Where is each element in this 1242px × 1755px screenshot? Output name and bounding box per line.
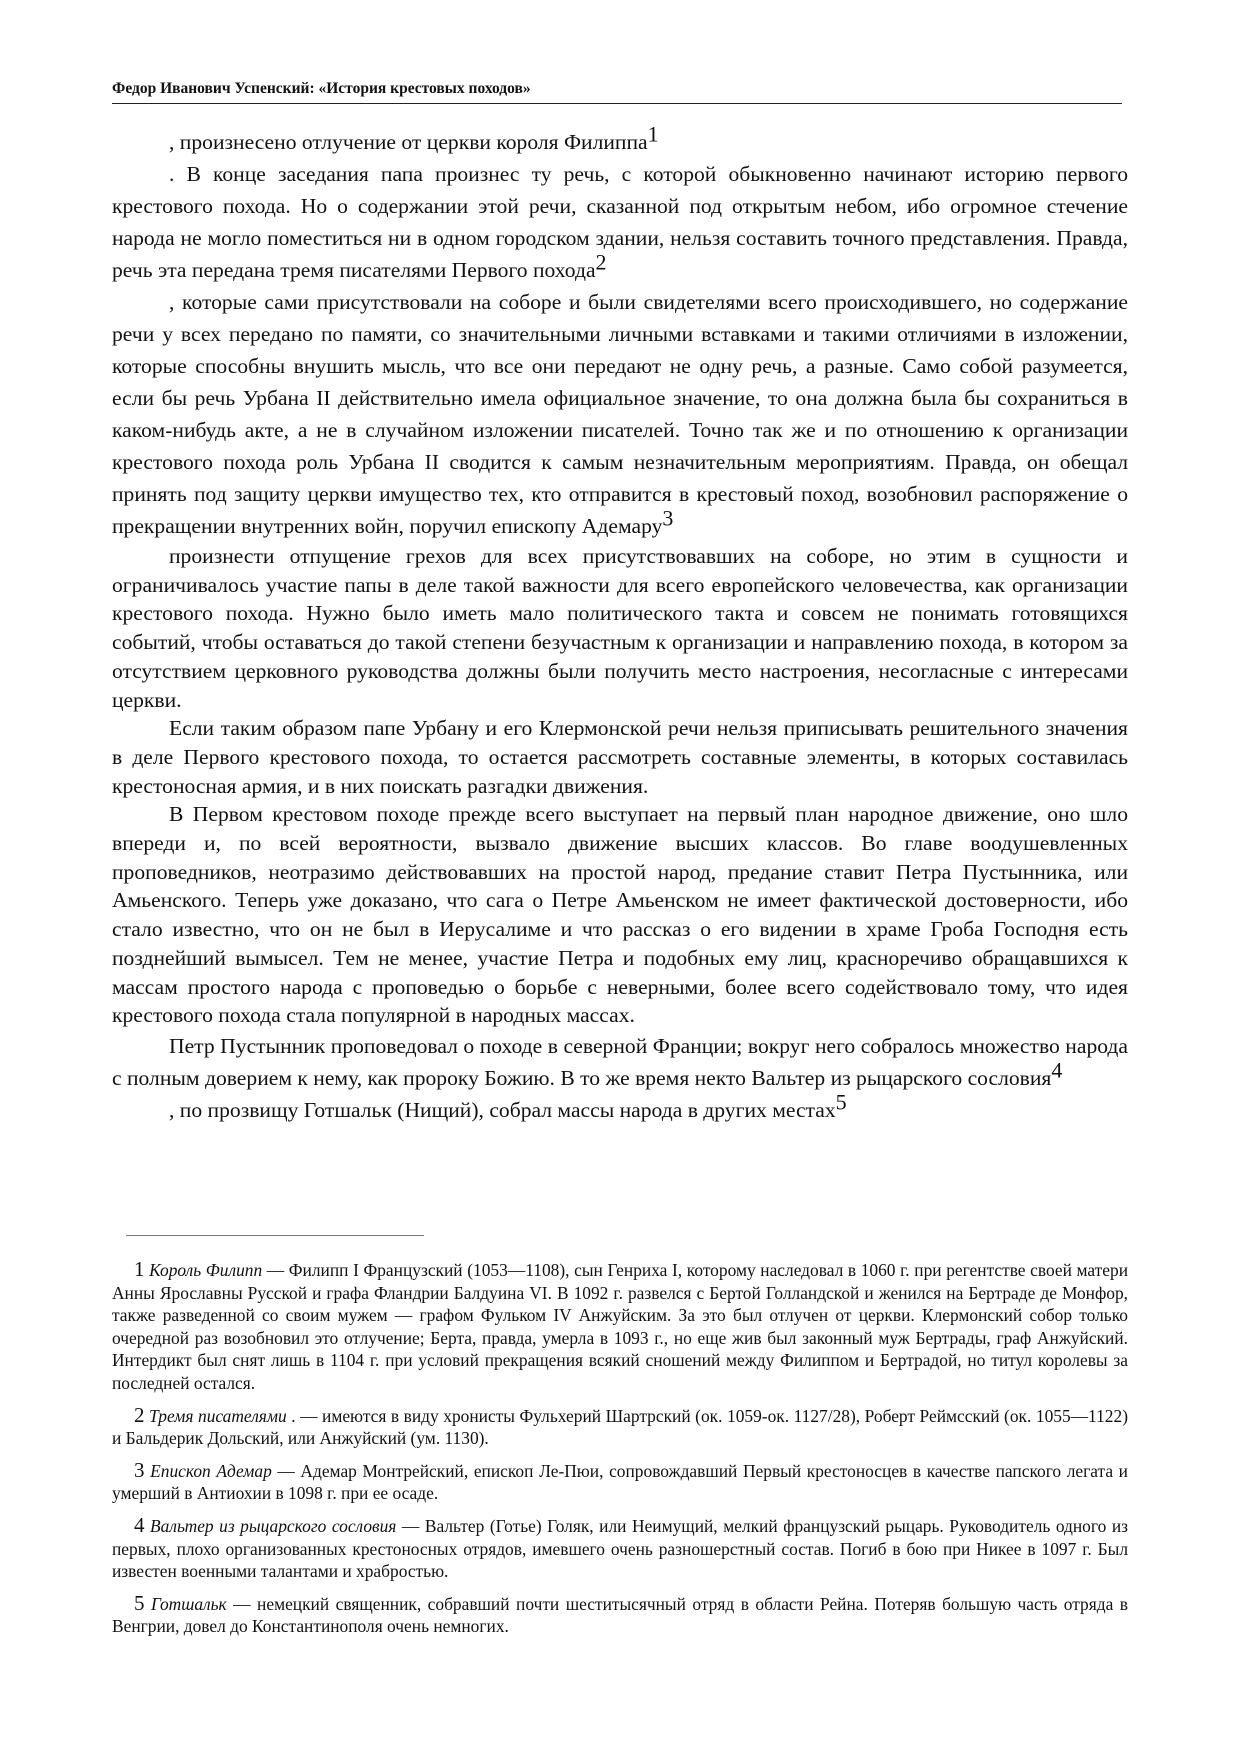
footnote — [112, 1592, 1128, 1638]
footnote-term: Вальтер из рыцарского сословия — [150, 1515, 397, 1536]
paragraph-text: , по прозвищу Готшальк (Нищий), собрал массы народа в других местах — [169, 1097, 836, 1122]
paragraph — [112, 1030, 1128, 1094]
footnote-number: 3 — [134, 1457, 145, 1482]
footnote-term: Епископ Адемар — [150, 1460, 272, 1481]
footnote-separator — [126, 1235, 424, 1236]
footnote-ref[interactable]: 5 — [835, 1089, 847, 1115]
footnote-term: Тремя писателями — [149, 1405, 287, 1426]
footnote — [112, 1514, 1128, 1583]
paragraph — [112, 286, 1128, 542]
paragraph — [112, 800, 1128, 1030]
footnotes — [112, 1258, 1128, 1647]
paragraph-text: Петр Пустынник проповедовал о походе в северной Франции; вокруг него собралось множество народа с полным доверием к нему, как пророку Божию. В то же время некто Вальтер из рыцарского сословия — [112, 1033, 1128, 1090]
paragraph — [112, 121, 1128, 158]
running-header: Федор Иванович Успенский: «История крестовых походов» — [112, 79, 1122, 104]
paragraph-text: . В конце заседания папа произнес ту речь, с которой обыкновенно начинают историю первого крестового похода. Но о содержании этой речи, сказанной под открытым небом, ибо огромное стечение народа не могло поместиться ни в одном городском здании, нельзя составить точного представления. Правда, речь эта передана тремя писателями Первого похода — [112, 162, 1128, 282]
footnote-number: 4 — [134, 1512, 145, 1537]
paragraph-text: В Первом крестовом походе прежде всего выступает на первый план народное движение, оно шло впереди и, по всей вероятности, вызвало движение высших классов. Во главе воодушевленных проповедников, неотразимо действовавших на простой народ, предание ставит Петра Пустынника, или Амьенского. Теперь уже доказано, что сага о Петре Амьенском не имеет фактической достоверности, ибо стало известно, что он не был в Иерусалиме и что рассказ о его видении в храме Гроба Господня есть позднейший вымысел. Тем не менее, участие Петра и подобных ему лиц, красноречиво обращавшихся к массам простого народа с проповедью о борьбе с неверными, более всего содействовало тому, что идея крестового похода стала популярной в народных массах. — [112, 802, 1128, 1028]
footnote-number: 5 — [134, 1590, 145, 1615]
footnote — [112, 1404, 1128, 1450]
paragraph-text: , которые сами присутствовали на соборе и были свидетелями всего происходившего, но содержание речи у всех передано по памяти, со значительными личными вставками и такими отличиями в изложении, которые способны внушить мысль, что все они передают не одну речь, а разные. Само собой разумеется, если бы речь Урбана II действительно имела официальное значение, то она должна была бы сохраниться в каком-нибудь акте, а не в случайном изложении писателей. Точно так же и по отношению к организации крестового похода роль Урбана II сводится к самым незначительным мероприятиям. Правда, он обещал принять под защиту церкви имущество тех, кто отправится в крестовый поход, возобновил распоряжение о прекращении внутренних войн, поручил епископу Адемару — [112, 290, 1128, 538]
footnote-text: — Адемар Монтрейский, епископ Ле-Пюи, сопровождавший Первый крестоносцев в качестве папского легата и умерший в Антиохии в 1098 г. при ее осаде. — [112, 1460, 1128, 1504]
main-text — [112, 121, 1128, 1126]
footnote — [112, 1258, 1128, 1395]
paragraph-text: произнести отпущение грехов для всех присутствовавших на соборе, но этим в сущности и ограничивалось участие папы в деле такой важности для всего европейского человечества, как организации крестового похода. Нужно было иметь мало политического такта и совсем не понимать готовящихся событий, чтобы оставаться до такой степени безучастным к организации и направлению похода, в котором за отсутствием церковного руководства должны были получить место настроения, несогласные с интересами церкви. — [112, 544, 1128, 712]
footnote-term: Готшальк — [150, 1593, 227, 1614]
footnote — [112, 1459, 1128, 1505]
footnote-text: . — имеются в виду хронисты Фульхерий Шартрский (ок. 1059-ок. 1127/28), Роберт Реймсский (ок. 1055—1122) и Бальдерик Дольский, или Анжуйский (ум. 1130). — [112, 1405, 1128, 1449]
paragraph — [112, 1089, 1128, 1126]
footnote-ref[interactable]: 4 — [1051, 1057, 1063, 1083]
footnote-text: — Вальтер (Готье) Голяк, или Неимущий, мелкий французский рыцарь. Руководитель одного из первых, плохо организованных крестоносных отрядов, имевшего очень разношерстный состав. Погиб в бою при Никее в 1097 г. Был известен военными талантами и храбростью. — [112, 1515, 1128, 1582]
footnote-text: — немецкий священник, собравший почти шеститысячный отряд в области Рейна. Потеряв большую часть отряда в Венгрии, довел до Константинополя очень немногих. — [112, 1593, 1128, 1637]
footnote-ref[interactable]: 2 — [595, 249, 607, 275]
paragraph — [112, 714, 1128, 800]
footnote-term: Король Филипп — [149, 1260, 263, 1280]
paragraph — [112, 158, 1128, 286]
footnote-ref[interactable]: 1 — [647, 121, 659, 147]
paragraph-text: Если таким образом папе Урбану и его Клермонской речи нельзя приписывать решительного значения в деле Первого крестового похода, то остается рассмотреть составные элементы, в которых составилась крестоносная армия, и в них поискать разгадки движения. — [112, 716, 1128, 798]
footnote-text: — Филипп I Французский (1053—1108), сын Генриха I, которому наследовал в 1060 г. при регентстве своей матери Анны Ярославны Русской и графа Фландрии Балдуина VI. В 1092 г. развелся с Бертой Голландской и женился на Бертраде де Монфор, также разведенной со своим мужем — графом Фульком IV Анжуйским. За это был отлучен от церкви. Клермонский собор только очередной раз возобновил это отлучение; Берта, правда, умерла в 1093 г., но еще жив был законный муж Бертрады, граф Анжуйский. Интердикт был снят лишь в 1104 г. при условий прекращения всякий сношений между Филиппом и Бертрадой, но титул королевы за последней остался. — [112, 1260, 1128, 1393]
footnote-number: 1 — [134, 1257, 145, 1281]
footnote-number: 2 — [134, 1402, 145, 1427]
footnote-ref[interactable]: 3 — [662, 505, 674, 531]
paragraph-text: , произнесено отлучение от церкви короля Филиппа — [169, 130, 648, 154]
paragraph — [112, 542, 1128, 714]
